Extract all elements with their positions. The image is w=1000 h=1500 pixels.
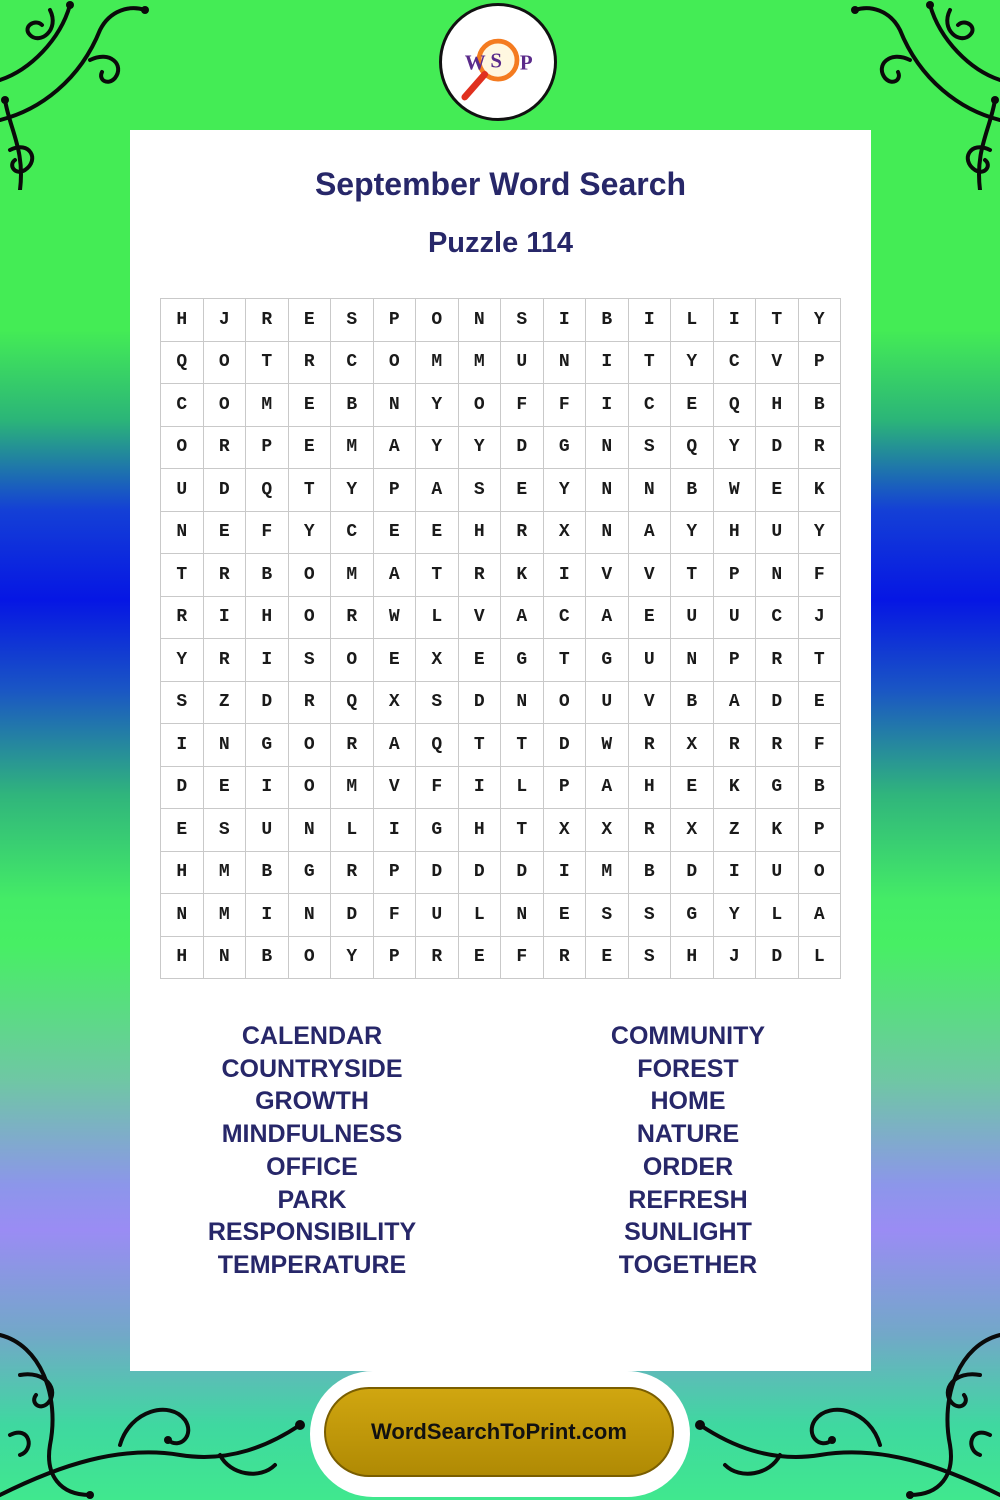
logo-letter-p: P bbox=[519, 50, 533, 75]
grid-cell[interactable]: E bbox=[799, 682, 842, 725]
grid-cell[interactable]: E bbox=[289, 384, 332, 427]
grid-cell[interactable]: T bbox=[416, 554, 459, 597]
grid-cell[interactable]: Q bbox=[161, 342, 204, 385]
grid-cell[interactable]: O bbox=[289, 554, 332, 597]
grid-cell[interactable]: H bbox=[161, 299, 204, 342]
grid-cell[interactable]: E bbox=[629, 597, 672, 640]
word-list-item: SUNLIGHT bbox=[624, 1218, 752, 1247]
grid-cell[interactable]: T bbox=[544, 639, 587, 682]
grid-cell[interactable]: N bbox=[289, 809, 332, 852]
grid-cell[interactable]: Y bbox=[331, 469, 374, 512]
grid-cell[interactable]: Y bbox=[331, 937, 374, 980]
grid-cell[interactable]: Z bbox=[204, 682, 247, 725]
grid-cell[interactable]: Q bbox=[331, 682, 374, 725]
grid-cell[interactable]: O bbox=[374, 342, 417, 385]
grid-cell[interactable]: R bbox=[161, 597, 204, 640]
grid-cell[interactable]: O bbox=[289, 767, 332, 810]
grid-cell[interactable]: R bbox=[799, 427, 842, 470]
grid-cell[interactable]: O bbox=[289, 937, 332, 980]
word-list-item: COUNTRYSIDE bbox=[221, 1054, 403, 1083]
grid-cell[interactable]: O bbox=[204, 384, 247, 427]
grid-cell[interactable]: R bbox=[501, 512, 544, 555]
page-title: September Word Search bbox=[314, 166, 687, 202]
grid-cell[interactable]: V bbox=[586, 554, 629, 597]
grid-cell[interactable]: Q bbox=[671, 427, 714, 470]
grid-cell[interactable]: K bbox=[756, 809, 799, 852]
grid-cell[interactable]: O bbox=[544, 682, 587, 725]
letter-grid bbox=[160, 298, 841, 979]
grid-cell[interactable]: G bbox=[544, 427, 587, 470]
grid-cell[interactable]: I bbox=[544, 554, 587, 597]
grid-cell[interactable]: E bbox=[671, 384, 714, 427]
grid-cell[interactable]: H bbox=[756, 384, 799, 427]
grid-cell[interactable]: S bbox=[629, 427, 672, 470]
grid-cell[interactable]: H bbox=[714, 512, 757, 555]
grid-cell[interactable]: I bbox=[586, 342, 629, 385]
grid-cell[interactable]: H bbox=[671, 937, 714, 980]
grid-cell[interactable]: D bbox=[161, 767, 204, 810]
grid-cell[interactable]: R bbox=[756, 639, 799, 682]
grid-cell[interactable]: M bbox=[459, 342, 502, 385]
grid-cell[interactable]: N bbox=[671, 639, 714, 682]
grid-cell[interactable]: P bbox=[246, 427, 289, 470]
grid-cell[interactable]: D bbox=[331, 894, 374, 937]
grid-cell[interactable]: R bbox=[416, 937, 459, 980]
grid-cell[interactable]: A bbox=[714, 682, 757, 725]
grid-cell[interactable]: A bbox=[501, 597, 544, 640]
grid-cell[interactable]: F bbox=[501, 937, 544, 980]
grid-cell[interactable]: T bbox=[629, 342, 672, 385]
grid-cell[interactable]: N bbox=[374, 384, 417, 427]
grid-cell[interactable]: H bbox=[629, 767, 672, 810]
grid-cell[interactable]: E bbox=[756, 469, 799, 512]
word-list-item: COMMUNITY bbox=[610, 1022, 766, 1050]
grid-cell[interactable]: N bbox=[459, 299, 502, 342]
grid-cell[interactable]: K bbox=[799, 469, 842, 512]
grid-cell[interactable]: A bbox=[374, 554, 417, 597]
grid-cell[interactable]: D bbox=[756, 937, 799, 980]
word-list-left bbox=[162, 1020, 462, 1282]
grid-cell[interactable]: P bbox=[374, 469, 417, 512]
flourish-corner-top-right bbox=[850, 0, 1000, 190]
grid-cell[interactable]: H bbox=[459, 809, 502, 852]
grid-cell[interactable]: X bbox=[671, 809, 714, 852]
grid-cell[interactable]: T bbox=[756, 299, 799, 342]
grid-cell[interactable]: F bbox=[246, 512, 289, 555]
grid-cell[interactable]: L bbox=[756, 894, 799, 937]
grid-cell[interactable]: P bbox=[799, 342, 842, 385]
grid-cell[interactable]: R bbox=[331, 852, 374, 895]
grid-cell[interactable]: N bbox=[586, 427, 629, 470]
grid-cell[interactable]: Y bbox=[416, 384, 459, 427]
grid-cell[interactable]: B bbox=[586, 299, 629, 342]
grid-cell[interactable]: I bbox=[714, 299, 757, 342]
grid-cell[interactable]: O bbox=[459, 384, 502, 427]
grid-cell[interactable]: O bbox=[161, 427, 204, 470]
grid-cell[interactable]: U bbox=[756, 512, 799, 555]
word-list-item: TOGETHER bbox=[618, 1250, 758, 1279]
grid-cell[interactable]: T bbox=[459, 724, 502, 767]
grid-cell[interactable]: M bbox=[246, 384, 289, 427]
grid-cell[interactable]: B bbox=[246, 937, 289, 980]
grid-cell[interactable]: G bbox=[501, 639, 544, 682]
grid-cell[interactable]: S bbox=[459, 469, 502, 512]
grid-cell[interactable]: I bbox=[246, 639, 289, 682]
grid-cell[interactable]: E bbox=[161, 809, 204, 852]
grid-cell[interactable]: D bbox=[459, 852, 502, 895]
puzzle-number: Puzzle 114 bbox=[427, 227, 574, 259]
grid-cell[interactable]: U bbox=[246, 809, 289, 852]
word-list-item: FOREST bbox=[637, 1054, 739, 1083]
grid-cell[interactable]: R bbox=[459, 554, 502, 597]
grid-cell[interactable]: U bbox=[756, 852, 799, 895]
grid-cell[interactable]: G bbox=[289, 852, 332, 895]
word-list-item: REFRESH bbox=[628, 1185, 748, 1214]
grid-cell[interactable]: M bbox=[586, 852, 629, 895]
grid-cell[interactable]: B bbox=[246, 554, 289, 597]
grid-cell[interactable]: W bbox=[586, 724, 629, 767]
grid-cell[interactable]: Y bbox=[714, 894, 757, 937]
grid-cell[interactable]: N bbox=[501, 894, 544, 937]
grid-cell[interactable]: C bbox=[756, 597, 799, 640]
grid-cell[interactable]: P bbox=[374, 852, 417, 895]
grid-cell[interactable]: I bbox=[586, 384, 629, 427]
logo-letter-s: S bbox=[490, 48, 503, 73]
word-list-item: CALENDAR bbox=[241, 1022, 383, 1050]
grid-cell[interactable]: R bbox=[204, 427, 247, 470]
grid-cell[interactable]: E bbox=[374, 639, 417, 682]
grid-cell[interactable]: Y bbox=[671, 342, 714, 385]
grid-cell[interactable]: C bbox=[714, 342, 757, 385]
grid-cell[interactable]: E bbox=[204, 767, 247, 810]
grid-cell[interactable]: O bbox=[289, 724, 332, 767]
grid-cell[interactable]: O bbox=[204, 342, 247, 385]
grid-cell[interactable]: T bbox=[501, 724, 544, 767]
grid-cell[interactable]: R bbox=[289, 682, 332, 725]
grid-cell[interactable]: B bbox=[671, 682, 714, 725]
grid-cell[interactable]: X bbox=[374, 682, 417, 725]
word-list-item: TEMPERATURE bbox=[217, 1250, 407, 1279]
grid-cell[interactable]: M bbox=[331, 554, 374, 597]
grid-cell[interactable]: C bbox=[331, 512, 374, 555]
grid-cell[interactable]: O bbox=[416, 299, 459, 342]
grid-cell[interactable]: X bbox=[544, 809, 587, 852]
grid-cell[interactable]: S bbox=[416, 682, 459, 725]
grid-cell[interactable]: N bbox=[204, 937, 247, 980]
grid-cell[interactable]: M bbox=[331, 427, 374, 470]
grid-cell[interactable]: R bbox=[331, 597, 374, 640]
grid-cell[interactable]: W bbox=[714, 469, 757, 512]
grid-cell[interactable]: E bbox=[586, 937, 629, 980]
grid-cell[interactable]: N bbox=[756, 554, 799, 597]
grid-cell[interactable]: D bbox=[501, 427, 544, 470]
grid-cell[interactable]: G bbox=[246, 724, 289, 767]
grid-cell[interactable]: S bbox=[331, 299, 374, 342]
grid-cell[interactable]: F bbox=[799, 554, 842, 597]
grid-cell[interactable]: D bbox=[416, 852, 459, 895]
grid-cell[interactable]: I bbox=[629, 299, 672, 342]
grid-cell[interactable]: T bbox=[161, 554, 204, 597]
grid-cell[interactable]: F bbox=[416, 767, 459, 810]
grid-cell[interactable]: U bbox=[714, 597, 757, 640]
logo-letter-w: W bbox=[464, 50, 486, 75]
site-link[interactable]: WordSearchToPrint.com bbox=[324, 1387, 674, 1477]
grid-cell[interactable]: F bbox=[799, 724, 842, 767]
grid-cell[interactable]: S bbox=[629, 937, 672, 980]
grid-cell[interactable]: D bbox=[501, 852, 544, 895]
grid-cell[interactable]: I bbox=[161, 724, 204, 767]
grid-cell[interactable]: H bbox=[459, 512, 502, 555]
grid-cell[interactable]: E bbox=[204, 512, 247, 555]
grid-cell[interactable]: V bbox=[629, 554, 672, 597]
grid-cell[interactable]: H bbox=[161, 937, 204, 980]
grid-cell[interactable]: S bbox=[586, 894, 629, 937]
grid-cell[interactable]: D bbox=[544, 724, 587, 767]
grid-cell[interactable]: R bbox=[289, 342, 332, 385]
word-list-item: NATURE bbox=[636, 1120, 740, 1149]
grid-cell[interactable]: V bbox=[756, 342, 799, 385]
grid-cell[interactable]: J bbox=[204, 299, 247, 342]
grid-cell[interactable]: M bbox=[331, 767, 374, 810]
grid-cell[interactable]: T bbox=[501, 809, 544, 852]
grid-cell[interactable]: Z bbox=[714, 809, 757, 852]
grid-cell[interactable]: B bbox=[629, 852, 672, 895]
grid-cell[interactable]: C bbox=[161, 384, 204, 427]
grid-cell[interactable]: R bbox=[246, 299, 289, 342]
grid-cell[interactable]: G bbox=[416, 809, 459, 852]
grid-cell[interactable]: A bbox=[799, 894, 842, 937]
word-list-item: GROWTH bbox=[255, 1087, 369, 1116]
grid-cell[interactable]: T bbox=[799, 639, 842, 682]
word-list-item: RESPONSIBILITY bbox=[207, 1218, 417, 1247]
grid-cell[interactable]: T bbox=[246, 342, 289, 385]
grid-cell[interactable]: F bbox=[544, 384, 587, 427]
wsp-logo bbox=[439, 3, 557, 121]
grid-cell[interactable]: N bbox=[501, 682, 544, 725]
grid-cell[interactable]: E bbox=[374, 512, 417, 555]
word-list-item: MINDFULNESS bbox=[221, 1120, 403, 1149]
grid-cell[interactable]: K bbox=[501, 554, 544, 597]
grid-cell[interactable]: E bbox=[416, 512, 459, 555]
grid-cell[interactable]: P bbox=[714, 554, 757, 597]
footer-badge bbox=[310, 1371, 690, 1497]
grid-cell[interactable]: E bbox=[289, 299, 332, 342]
grid-cell[interactable]: Q bbox=[714, 384, 757, 427]
puzzle-card bbox=[130, 130, 871, 1371]
grid-cell[interactable]: O bbox=[799, 852, 842, 895]
grid-cell[interactable]: D bbox=[204, 469, 247, 512]
grid-cell[interactable]: N bbox=[629, 469, 672, 512]
grid-cell[interactable]: I bbox=[714, 852, 757, 895]
grid-cell[interactable]: B bbox=[799, 384, 842, 427]
grid-cell[interactable]: Y bbox=[416, 427, 459, 470]
grid-cell[interactable]: D bbox=[756, 682, 799, 725]
grid-cell[interactable]: Y bbox=[161, 639, 204, 682]
grid-cell[interactable]: N bbox=[544, 342, 587, 385]
grid-cell[interactable]: I bbox=[246, 894, 289, 937]
grid-cell[interactable]: U bbox=[629, 639, 672, 682]
word-list-item: PARK bbox=[277, 1185, 347, 1214]
grid-cell[interactable]: E bbox=[289, 427, 332, 470]
grid-cell[interactable]: H bbox=[161, 852, 204, 895]
word-list-item: ORDER bbox=[642, 1152, 734, 1181]
grid-cell[interactable]: C bbox=[544, 597, 587, 640]
grid-cell[interactable]: G bbox=[756, 767, 799, 810]
grid-cell[interactable]: J bbox=[714, 937, 757, 980]
grid-cell[interactable]: M bbox=[204, 852, 247, 895]
grid-cell[interactable]: S bbox=[289, 639, 332, 682]
grid-cell[interactable]: N bbox=[161, 512, 204, 555]
grid-cell[interactable]: Y bbox=[714, 427, 757, 470]
grid-cell[interactable]: R bbox=[544, 937, 587, 980]
grid-cell[interactable]: T bbox=[671, 554, 714, 597]
grid-cell[interactable]: H bbox=[246, 597, 289, 640]
grid-cell[interactable]: R bbox=[629, 809, 672, 852]
grid-cell[interactable]: F bbox=[374, 894, 417, 937]
grid-cell[interactable]: O bbox=[289, 597, 332, 640]
grid-cell[interactable]: J bbox=[799, 597, 842, 640]
grid-cell[interactable]: N bbox=[586, 512, 629, 555]
grid-cell[interactable]: L bbox=[501, 767, 544, 810]
grid-cell[interactable]: R bbox=[629, 724, 672, 767]
word-list-right bbox=[538, 1020, 838, 1282]
grid-cell[interactable]: U bbox=[416, 894, 459, 937]
grid-cell[interactable]: R bbox=[331, 724, 374, 767]
grid-cell[interactable]: L bbox=[459, 894, 502, 937]
grid-cell[interactable]: I bbox=[459, 767, 502, 810]
grid-cell[interactable]: I bbox=[204, 597, 247, 640]
grid-cell[interactable]: S bbox=[204, 809, 247, 852]
grid-cell[interactable]: Y bbox=[459, 427, 502, 470]
grid-cell[interactable]: A bbox=[374, 427, 417, 470]
grid-cell[interactable]: E bbox=[544, 894, 587, 937]
grid-cell[interactable]: R bbox=[756, 724, 799, 767]
grid-cell[interactable]: D bbox=[459, 682, 502, 725]
grid-cell[interactable]: V bbox=[459, 597, 502, 640]
grid-cell[interactable]: B bbox=[331, 384, 374, 427]
grid-cell[interactable]: G bbox=[671, 894, 714, 937]
grid-cell[interactable]: U bbox=[671, 597, 714, 640]
grid-cell[interactable]: T bbox=[289, 469, 332, 512]
grid-cell[interactable]: V bbox=[374, 767, 417, 810]
grid-cell[interactable]: N bbox=[204, 724, 247, 767]
grid-cell[interactable]: Q bbox=[416, 724, 459, 767]
grid-cell[interactable]: N bbox=[161, 894, 204, 937]
grid-cell[interactable]: D bbox=[756, 427, 799, 470]
grid-cell[interactable]: B bbox=[799, 767, 842, 810]
grid-cell[interactable]: D bbox=[671, 852, 714, 895]
grid-cell[interactable]: S bbox=[629, 894, 672, 937]
flourish-corner-top-left bbox=[0, 0, 150, 190]
grid-cell[interactable]: D bbox=[246, 682, 289, 725]
grid-cell[interactable]: X bbox=[544, 512, 587, 555]
grid-cell[interactable]: I bbox=[246, 767, 289, 810]
grid-cell[interactable]: R bbox=[204, 639, 247, 682]
grid-cell[interactable]: X bbox=[586, 809, 629, 852]
grid-cell[interactable]: A bbox=[416, 469, 459, 512]
grid-cell[interactable]: I bbox=[544, 852, 587, 895]
grid-cell[interactable]: A bbox=[586, 767, 629, 810]
grid-cell[interactable]: E bbox=[459, 639, 502, 682]
grid-cell[interactable]: E bbox=[459, 937, 502, 980]
grid-cell[interactable]: M bbox=[204, 894, 247, 937]
grid-cell[interactable]: G bbox=[586, 639, 629, 682]
grid-cell[interactable]: Y bbox=[799, 512, 842, 555]
grid-cell[interactable]: C bbox=[629, 384, 672, 427]
grid-cell[interactable]: A bbox=[374, 724, 417, 767]
grid-cell[interactable]: L bbox=[799, 937, 842, 980]
grid-cell[interactable]: C bbox=[331, 342, 374, 385]
grid-cell[interactable]: U bbox=[586, 682, 629, 725]
grid-cell[interactable]: X bbox=[671, 724, 714, 767]
grid-cell[interactable]: P bbox=[714, 639, 757, 682]
grid-cell[interactable]: P bbox=[799, 809, 842, 852]
grid-cell[interactable]: W bbox=[374, 597, 417, 640]
grid-cell[interactable]: Y bbox=[544, 469, 587, 512]
grid-cell[interactable]: F bbox=[501, 384, 544, 427]
grid-cell[interactable]: B bbox=[246, 852, 289, 895]
grid-cell[interactable]: R bbox=[204, 554, 247, 597]
grid-cell[interactable]: R bbox=[714, 724, 757, 767]
grid-cell[interactable]: U bbox=[161, 469, 204, 512]
grid-cell[interactable]: L bbox=[416, 597, 459, 640]
grid-cell[interactable]: O bbox=[331, 639, 374, 682]
grid-cell[interactable]: L bbox=[331, 809, 374, 852]
grid-cell[interactable]: N bbox=[289, 894, 332, 937]
grid-cell[interactable]: X bbox=[416, 639, 459, 682]
grid-cell[interactable]: B bbox=[671, 469, 714, 512]
grid-cell[interactable]: Y bbox=[289, 512, 332, 555]
grid-cell[interactable]: Q bbox=[246, 469, 289, 512]
word-list-item: OFFICE bbox=[266, 1152, 358, 1181]
grid-cell[interactable]: V bbox=[629, 682, 672, 725]
grid-cell[interactable]: Y bbox=[799, 299, 842, 342]
grid-cell[interactable]: P bbox=[544, 767, 587, 810]
grid-cell[interactable]: P bbox=[374, 937, 417, 980]
grid-cell[interactable]: K bbox=[714, 767, 757, 810]
grid-cell[interactable]: P bbox=[374, 299, 417, 342]
grid-cell[interactable]: Y bbox=[671, 512, 714, 555]
grid-cell[interactable]: A bbox=[586, 597, 629, 640]
grid-cell[interactable]: M bbox=[416, 342, 459, 385]
grid-cell[interactable]: N bbox=[586, 469, 629, 512]
grid-cell[interactable]: I bbox=[544, 299, 587, 342]
grid-cell[interactable]: S bbox=[161, 682, 204, 725]
word-list-item: HOME bbox=[650, 1087, 726, 1116]
grid-cell[interactable]: E bbox=[501, 469, 544, 512]
grid-cell[interactable]: E bbox=[671, 767, 714, 810]
grid-cell[interactable]: L bbox=[671, 299, 714, 342]
grid-cell[interactable]: A bbox=[629, 512, 672, 555]
grid-cell[interactable]: U bbox=[501, 342, 544, 385]
grid-cell[interactable]: I bbox=[374, 809, 417, 852]
grid-cell[interactable]: S bbox=[501, 299, 544, 342]
